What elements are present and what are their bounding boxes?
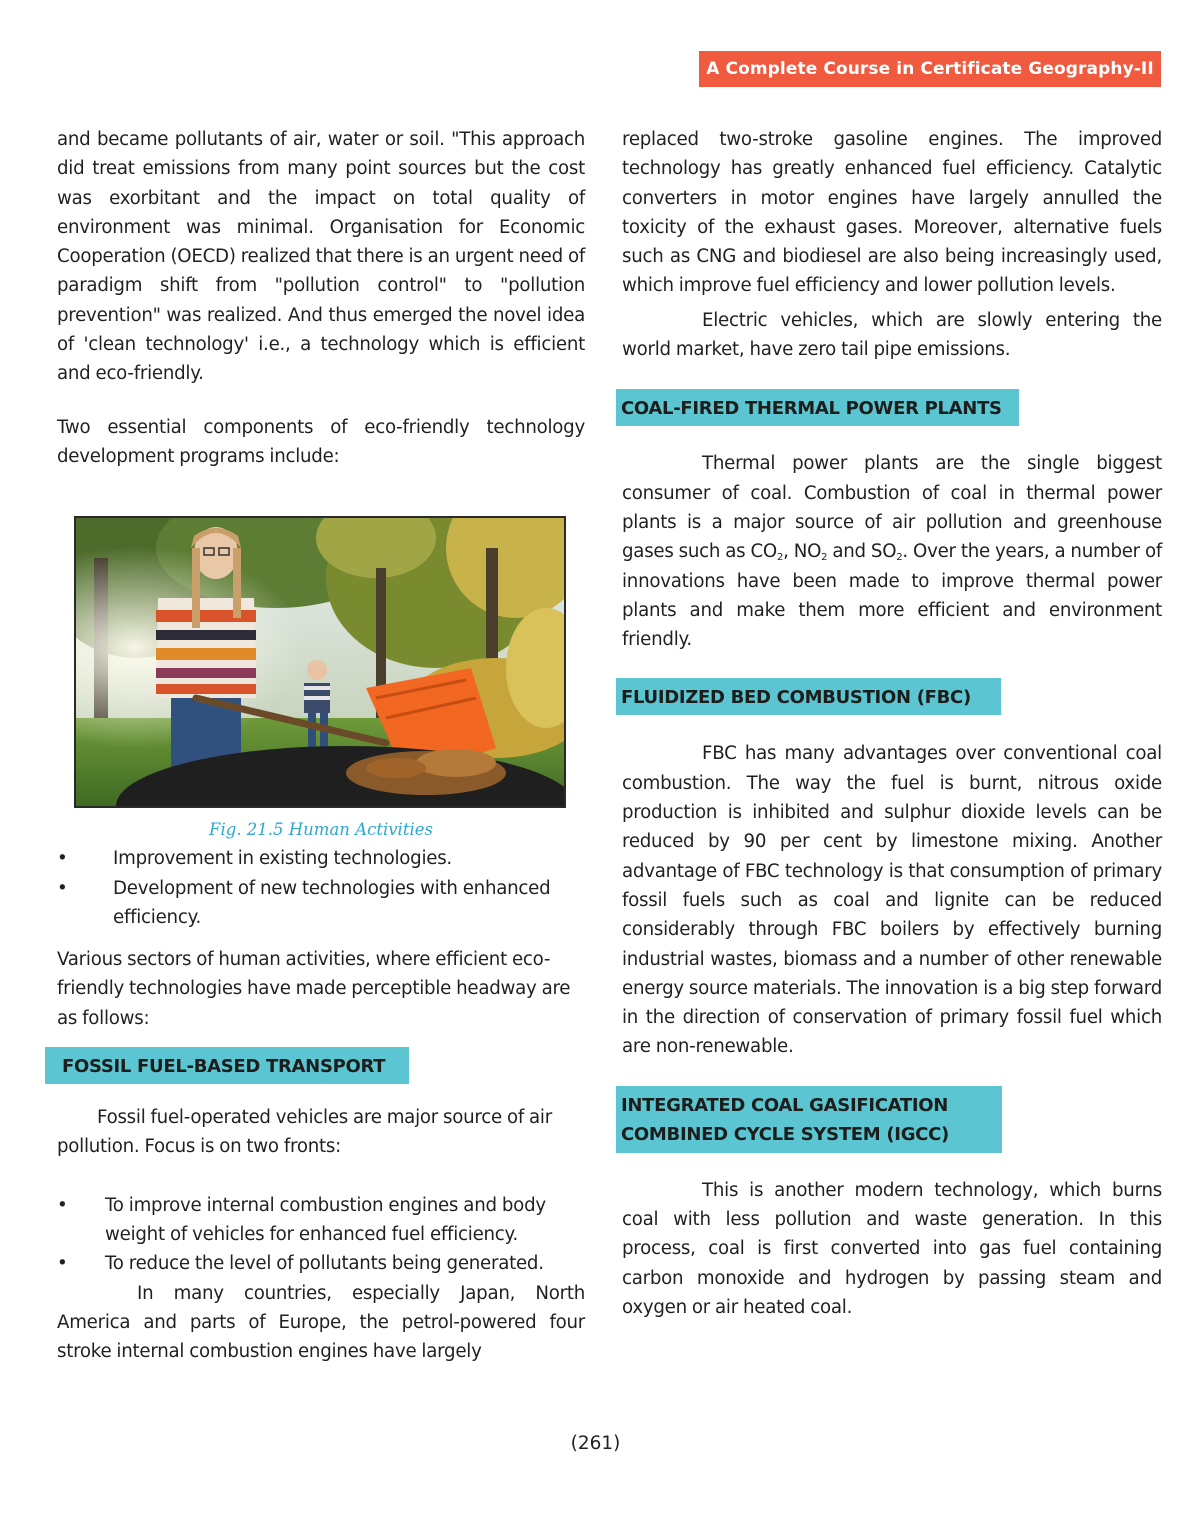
section-heading: FOSSIL FUEL-BASED TRANSPORT bbox=[45, 1047, 409, 1084]
bullet-list bbox=[57, 844, 585, 932]
paragraph: FBC has many advantages over conventional coal combustion. The way the fuel is burnt, nitrous oxide production is inhibited and sulphur dioxide levels can be reduced by 90 per cent by limestone mixing. Another advantage of FBC technology is that consumption of primary fossil fuels such as coal and lignite can be reduced considerably through FBC boilers by effectively burning industrial wastes, biomass and a number of other renewable energy source materials. The innovation is a big step forward in the direction of conservation of primary fossil fuel which are non-renewable. bbox=[622, 743, 1162, 1058]
human-activities-photo bbox=[76, 518, 564, 806]
paragraph: Thermal power plants are the single biggest consumer of coal. Combustion of coal in thermal power plants is a major source of air pollution and greenhouse gases such as $CO_2$, $NO_2$ and $SO_2$. Over the years, a number of innovations have been made to improve thermal power plants and make them more efficient and environment friendly. bbox=[622, 453, 1163, 651]
paragraph: Electric vehicles, which are slowly entering the world market, have zero tail pipe emissions. bbox=[622, 309, 1162, 361]
section-heading: INTEGRATED COAL GASIFICATION COMBINED CYCLE SYSTEM (IGCC) bbox=[616, 1086, 1002, 1153]
paragraph: and became pollutants of air, water or soil. "This approach did treat emissions from many point sources but the cost was exorbitant and the impact on total quality of environment was minimal. Organisation for Economic Cooperation (OECD) realized that there is an urgent need of paradigm shift from "pollution control" to "pollution prevention" was realized. And thus emerged the novel idea of 'clean technology' i.e., a technology which is efficient and eco-friendly. bbox=[57, 129, 585, 385]
paragraph: This is another modern technology, which burns coal with less pollution and waste generation. In this process, coal is first converted into gas fuel containing carbon monoxide and hydrogen by passing steam and oxygen or air heated coal. bbox=[622, 1179, 1162, 1318]
page-number: (261) bbox=[570, 1433, 621, 1454]
paragraph: Two essential components of eco-friendly technology development programs include: bbox=[57, 416, 585, 467]
paragraph: Fossil fuel-operated vehicles are major source of air pollution. Focus is on two fronts: bbox=[57, 1107, 552, 1158]
figure-caption: Fig. 21.5 Human Activities bbox=[209, 820, 433, 840]
bullet-icon: • bbox=[57, 848, 68, 870]
paragraph: replaced two-stroke gasoline engines. The improved technology has greatly enhanced fuel efficiency. Catalytic converters in motor engines have largely annulled the toxicity of the exhaust gases. Moreover, alternative fuels such as CNG and biodiesel are also being increasingly used, which improve fuel efficiency and lower pollution levels. bbox=[622, 129, 1162, 297]
bullet-icon: • bbox=[57, 1253, 68, 1275]
running-header: A Complete Course in Certificate Geography-II bbox=[699, 51, 1161, 87]
list-item: • To reduce the level of pollutants being generated. bbox=[57, 1249, 585, 1278]
left-column bbox=[57, 125, 585, 1366]
list-item: • To improve internal combustion engines and body weight of vehicles for enhanced fuel efficiency. bbox=[57, 1191, 585, 1250]
section-heading: COAL-FIRED THERMAL POWER PLANTS bbox=[616, 389, 1019, 426]
paragraph: Various sectors of human activities, where efficient eco-friendly technologies have made perceptible headway are as follows: bbox=[57, 949, 571, 1029]
right-column bbox=[622, 125, 1162, 1322]
bullet-icon: • bbox=[57, 1194, 68, 1216]
section-heading: FLUIDIZED BED COMBUSTION (FBC) bbox=[616, 678, 1001, 715]
bullet-icon: • bbox=[57, 877, 68, 899]
paragraph: In many countries, especially Japan, North America and parts of Europe, the petrol-powered four stroke internal combustion engines have largely bbox=[57, 1282, 585, 1363]
list-item: • Improvement in existing technologies. bbox=[57, 844, 585, 873]
list-item: • Development of new technologies with enhanced efficiency. bbox=[57, 874, 585, 933]
bullet-list bbox=[57, 1191, 585, 1279]
figure-photo bbox=[74, 516, 566, 808]
